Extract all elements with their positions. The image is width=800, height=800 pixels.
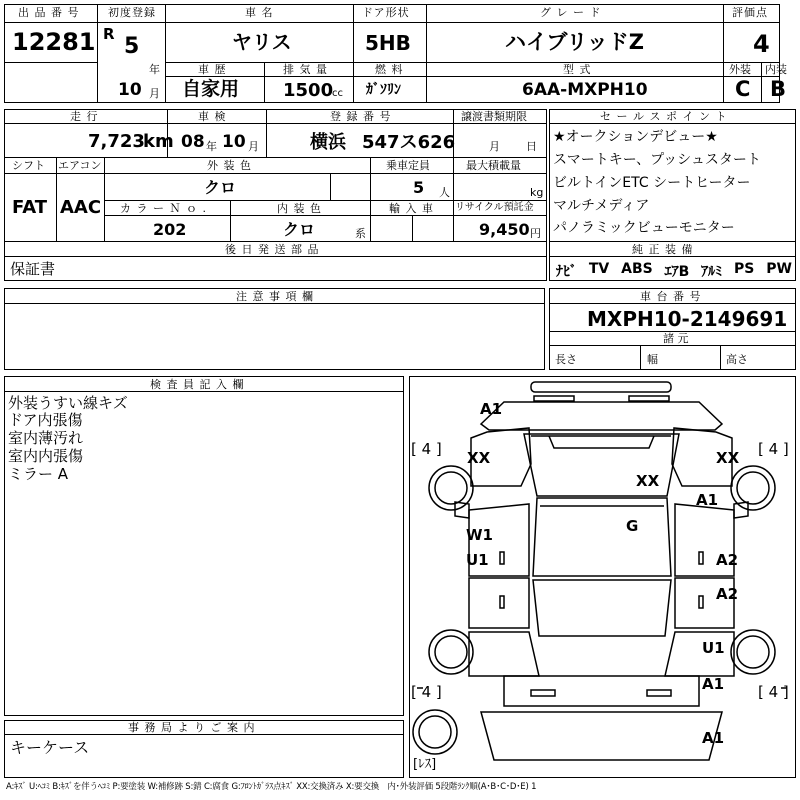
int-color-header: 内 装 色 (277, 202, 322, 215)
exterior-header: 外装 (729, 63, 751, 76)
ext-color: クロ (204, 178, 237, 197)
legend: A:ｷｽﾞ U:ﾍｺﾐ B:ｷｽﾞを伴うﾍｺﾐ P:要塗装 W:補修跡 S:錆 C:腐食 G:ﾌﾛﾝﾄｶﾞﾗｽ点ｷｽﾞ XX:交換済み X:要交換 内･外装評価 5段階ﾗﾝｸ順(A･B･C･D･E) 1 (6, 782, 537, 792)
reg-year-unit: 年 (149, 63, 160, 76)
inspector-header: 検 査 員 記 入 欄 (150, 378, 245, 391)
chassis-header: 車 台 番 号 (640, 290, 702, 303)
tire-fr-tread: [ 4 ] (758, 440, 789, 458)
mark-right-rear-a1: A1 (702, 675, 725, 693)
inspector-note-3: 室内薄汚れ (8, 429, 84, 447)
shift: FAT (12, 197, 48, 218)
notes-header: 注 意 事 項 欄 (236, 290, 314, 303)
color-no: 202 (153, 220, 187, 239)
sales-point-2: スマートキー、プッシュスタート (553, 152, 761, 168)
length-label: 長さ (555, 353, 577, 366)
capacity: 5 (413, 178, 425, 197)
tire-fl-tread: [ 4 ] (411, 440, 442, 458)
ac-header: エアコン (58, 159, 102, 172)
office-note: キーケース (10, 738, 90, 757)
sales-point-1: ★オークションデビュー★ (553, 129, 718, 145)
mark-left-door-w1: W1 (466, 526, 493, 544)
car-diagram (409, 376, 796, 778)
door-type: 5HB (365, 31, 411, 55)
ext-score: C (735, 77, 751, 101)
lot-number: 12281 (12, 28, 96, 56)
transfer-header: 譲渡書類期限 (461, 110, 527, 123)
plate-area: 横浜 (310, 132, 346, 153)
mileage-header: 走 行 (70, 110, 99, 123)
history: 自家用 (182, 78, 240, 100)
tire-rr-tread: [ 4 ] (758, 683, 789, 701)
score: 4 (753, 30, 770, 58)
inspector-note-5: ミラー A (8, 465, 69, 483)
office-header: 事 務 局 よ り ご 案 内 (128, 721, 256, 734)
recycle-unit: 円 (530, 227, 541, 240)
later-parts: 保証書 (10, 260, 56, 278)
sales-point-4: マルチメディア (553, 198, 650, 214)
model: 6AA-MXPH10 (522, 80, 648, 100)
chassis-number: MXPH10-2149691 (587, 307, 788, 331)
capacity-unit: 人 (439, 186, 450, 199)
inspection-month-unit: 月 (248, 140, 259, 153)
displacement: 1500 (283, 80, 334, 101)
spare-tire-label: [ﾚｽ] (413, 757, 437, 772)
displacement-header: 排 気 量 (283, 63, 328, 76)
first-reg-header: 初度登録 (108, 6, 156, 19)
ext-color-header: 外 装 色 (207, 159, 252, 172)
int-color-unit: 系 (355, 227, 366, 240)
mark-rear-bumper-a1: A1 (702, 729, 725, 747)
capacity-header: 乗車定員 (386, 159, 430, 172)
equip-alloy: ｱﾙﾐ (701, 264, 723, 280)
reg-month-unit: 月 (149, 87, 160, 100)
sales-point-5: パノラミックビューモニター (553, 220, 735, 236)
recycle-fee: 9,450 (479, 220, 530, 239)
fuel: ｶﾞｿﾘﾝ (366, 82, 401, 98)
int-score: B (770, 77, 787, 101)
genuine-equip-header: 純 正 装 備 (632, 243, 694, 256)
sales-points-header: セ ー ル ス ポ イ ン ト (600, 110, 728, 123)
height-label: 高さ (726, 353, 748, 366)
equip-pw: PW (766, 261, 792, 277)
equip-airbag: ｴｱB (664, 264, 690, 280)
inspector-note-2: ドア内張傷 (8, 411, 83, 429)
sales-point-3: ビルトインETC シートヒーター (553, 175, 751, 191)
mileage: 7,723 (88, 131, 145, 152)
import-header: 輸 入 車 (389, 202, 434, 215)
inspection-header: 車 検 (198, 110, 227, 123)
equip-ps: PS (734, 261, 755, 277)
mark-right-fender-xx: XX (716, 449, 740, 467)
fuel-header: 燃 料 (375, 63, 404, 76)
plate-number: 547ス626 (362, 132, 456, 153)
grade-header: グ レ ー ド (540, 6, 602, 19)
car-name-header: 車 名 (245, 6, 274, 19)
inspection-month: 10 (222, 132, 246, 152)
shift-header: シフト (12, 159, 45, 172)
mark-right-front-a1: A1 (696, 491, 719, 509)
equip-tv: TV (588, 261, 610, 277)
ac: AAC (60, 197, 102, 218)
int-color: クロ (283, 220, 316, 239)
width-label: 幅 (647, 353, 658, 366)
reg-year: 5 (124, 34, 140, 59)
tire-rl-tread: [ 4 ] (411, 683, 442, 701)
model-header: 型 式 (563, 63, 592, 76)
recycle-header: リサイクル預託金 (455, 202, 534, 213)
max-load-unit: kg (530, 186, 544, 199)
inspector-note-4: 室内内張傷 (8, 447, 84, 465)
equipment-list (556, 261, 792, 281)
inspection-year: 08 (181, 132, 205, 152)
mark-left-door-u1: U1 (466, 551, 489, 569)
grade: ハイブリッドZ (505, 30, 644, 54)
max-load-header: 最大積載量 (466, 159, 521, 172)
era: R (103, 25, 115, 43)
history-header: 車 歴 (198, 63, 227, 76)
dimensions-header: 諸 元 (663, 332, 689, 345)
interior-header: 内装 (765, 63, 787, 76)
mark-windshield-g: G (626, 517, 639, 535)
equip-abs: ABS (621, 261, 653, 277)
mark-right-rear-door-a2: A2 (716, 585, 739, 603)
mark-left-fender-xx: XX (467, 449, 491, 467)
transfer-month-unit: 月 (489, 140, 500, 153)
inspector-note-1: 外装うすい線キズ (8, 394, 128, 412)
reg-month: 10 (118, 80, 142, 100)
color-no-header: カ ラ ー Ｎ ｏ . (120, 202, 207, 215)
later-parts-header: 後 日 発 送 部 品 (225, 243, 320, 256)
car-name: ヤリス (232, 30, 292, 54)
door-header: ドア形状 (362, 6, 410, 19)
transfer-day-unit: 日 (526, 140, 537, 153)
displacement-unit: cc (332, 88, 343, 99)
mark-right-quarter-u1: U1 (702, 639, 725, 657)
mark-hood-a1: A1 (480, 400, 503, 418)
mark-windshield-xx: XX (636, 472, 660, 490)
inspection-year-unit: 年 (206, 140, 217, 153)
mark-right-door-a2: A2 (716, 551, 739, 569)
equip-navi: ﾅﾋﾞ (556, 264, 577, 280)
plate-header: 登 録 番 号 (330, 110, 392, 123)
score-header: 評価点 (732, 6, 768, 19)
mileage-unit: km (143, 131, 174, 152)
lot-header: 出 品 番 号 (18, 6, 80, 19)
